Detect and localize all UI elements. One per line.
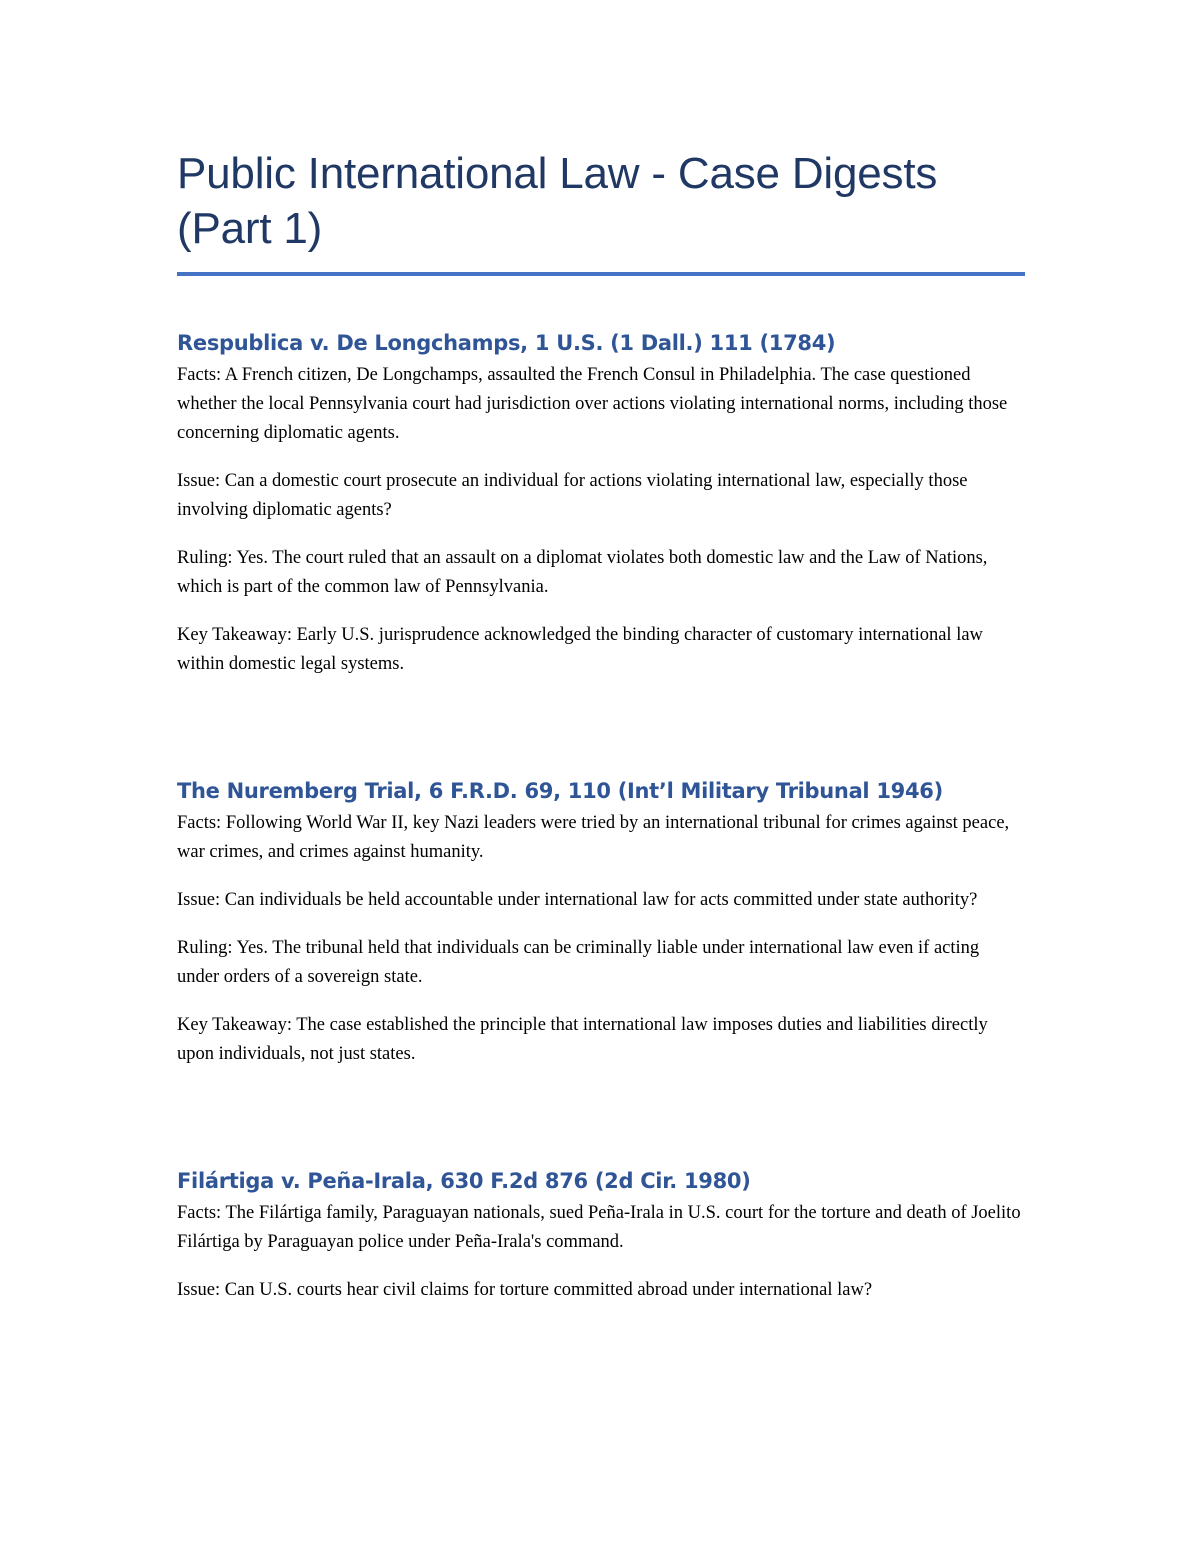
case-ruling: Ruling: Yes. The tribunal held that individuals can be criminally liable under international law even if acting under orders of a sovereign state. [177, 938, 980, 987]
document-title: Public International Law - Case Digests (Part 1) [177, 149, 938, 253]
document-content [177, 146, 1025, 1305]
case-heading: Filártiga v. Peña-Irala, 630 F.2d 876 (2d Cir. 1980) [177, 1169, 751, 1193]
case-heading: The Nuremberg Trial, 6 F.R.D. 69, 110 (Int’l Military Tribunal 1946) [177, 779, 943, 803]
case-issue: Issue: Can U.S. courts hear civil claims for torture committed abroad under international law? [177, 1280, 873, 1300]
case-issue: Issue: Can individuals be held accountable under international law for acts committed under state authority? [177, 890, 978, 910]
case-facts: Facts: A French citizen, De Longchamps, assaulted the French Consul in Philadelphia. The case questioned whether the local Pennsylvania court had jurisdiction over actions violating international norms, including those concerning diplomatic agents. [177, 365, 1008, 443]
case-facts: Facts: The Filártiga family, Paraguayan nationals, sued Peña-Irala in U.S. court for the torture and death of Joelito Filártiga by Paraguayan police under Peña-Irala's command. [177, 1203, 1021, 1252]
case-digest-filartiga [177, 1167, 1025, 1305]
case-ruling: Ruling: Yes. The court ruled that an assault on a diplomat violates both domestic law and the Law of Nations, which is part of the common law of Pennsylvania. [177, 548, 988, 597]
case-digest-respublica [177, 329, 1025, 679]
case-key-takeaway: Key Takeaway: The case established the principle that international law imposes duties and liabilities directly upon individuals, not just states. [177, 1015, 988, 1064]
case-key-takeaway: Key Takeaway: Early U.S. jurisprudence acknowledged the binding character of customary international law within domestic legal systems. [177, 625, 983, 674]
case-heading: Respublica v. De Longchamps, 1 U.S. (1 Dall.) 111 (1784) [177, 331, 836, 355]
title-underline-rule [177, 272, 1025, 276]
case-facts: Facts: Following World War II, key Nazi leaders were tried by an international tribunal for crimes against peace, war crimes, and crimes against humanity. [177, 813, 1010, 862]
case-issue: Issue: Can a domestic court prosecute an individual for actions violating international law, especially those involving diplomatic agents? [177, 471, 968, 520]
case-digest-nuremberg [177, 777, 1025, 1069]
